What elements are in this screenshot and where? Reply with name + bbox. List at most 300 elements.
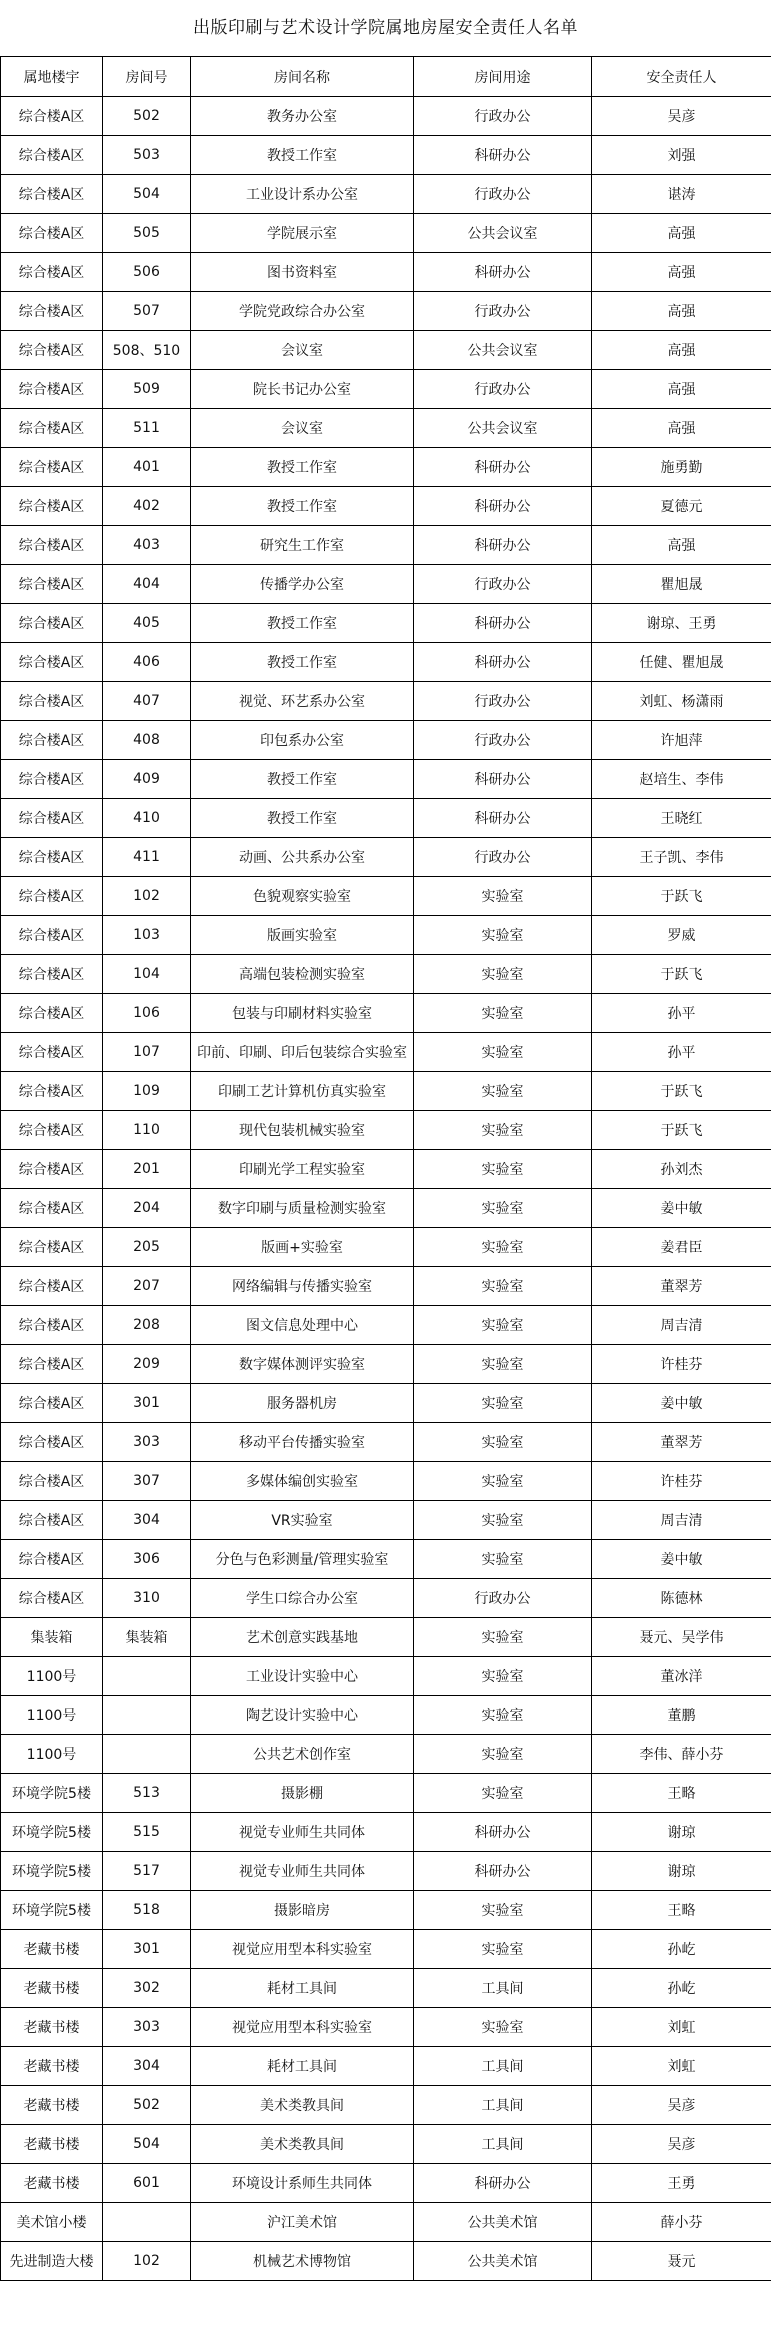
- cell-responsible-person: 高强: [592, 253, 771, 292]
- cell-building: 先进制造大楼: [1, 2242, 103, 2281]
- cell-room-use: 实验室: [414, 916, 592, 955]
- cell-room-number: 304: [103, 1501, 191, 1540]
- cell-room-use: 科研办公: [414, 1813, 592, 1852]
- cell-room-name: 机械艺术博物馆: [191, 2242, 414, 2281]
- cell-building: 综合楼A区: [1, 175, 103, 214]
- cell-room-name: VR实验室: [191, 1501, 414, 1540]
- cell-room-number: 109: [103, 1072, 191, 1111]
- table-row: [1, 682, 771, 721]
- cell-responsible-person: 董翠芳: [592, 1423, 771, 1462]
- cell-responsible-person: 许旭萍: [592, 721, 771, 760]
- cell-responsible-person: 吴彦: [592, 2086, 771, 2125]
- table-row: [1, 1189, 771, 1228]
- cell-building: 综合楼A区: [1, 292, 103, 331]
- table-row: [1, 214, 771, 253]
- cell-room-number: 515: [103, 1813, 191, 1852]
- cell-room-number: 102: [103, 2242, 191, 2281]
- cell-responsible-person: 董鹏: [592, 1696, 771, 1735]
- table-row: [1, 1540, 771, 1579]
- cell-responsible-person: 许桂芬: [592, 1462, 771, 1501]
- cell-building: 老藏书楼: [1, 1969, 103, 2008]
- cell-room-name: 高端包装检测实验室: [191, 955, 414, 994]
- table-row: [1, 1618, 771, 1657]
- cell-room-use: 实验室: [414, 877, 592, 916]
- cell-responsible-person: 瞿旭晟: [592, 565, 771, 604]
- table-row: [1, 2047, 771, 2086]
- cell-building: 综合楼A区: [1, 682, 103, 721]
- cell-building: 综合楼A区: [1, 643, 103, 682]
- cell-building: 1100号: [1, 1657, 103, 1696]
- table-row: [1, 643, 771, 682]
- table-body: [1, 97, 771, 2281]
- cell-building: 综合楼A区: [1, 1501, 103, 1540]
- cell-building: 1100号: [1, 1696, 103, 1735]
- cell-room-name: 视觉专业师生共同体: [191, 1813, 414, 1852]
- cell-room-number: 507: [103, 292, 191, 331]
- cell-room-number: 302: [103, 1969, 191, 2008]
- cell-room-number: 307: [103, 1462, 191, 1501]
- cell-room-use: 公共美术馆: [414, 2203, 592, 2242]
- cell-responsible-person: 王勇: [592, 2164, 771, 2203]
- cell-responsible-person: 谌涛: [592, 175, 771, 214]
- table-row: [1, 526, 771, 565]
- cell-room-number: 408: [103, 721, 191, 760]
- cell-room-name: 陶艺设计实验中心: [191, 1696, 414, 1735]
- cell-room-name: 学院党政综合办公室: [191, 292, 414, 331]
- table-row: [1, 1774, 771, 1813]
- cell-building: 综合楼A区: [1, 331, 103, 370]
- cell-building: 老藏书楼: [1, 2125, 103, 2164]
- cell-responsible-person: 刘虹: [592, 2008, 771, 2047]
- cell-room-number: 207: [103, 1267, 191, 1306]
- cell-room-name: 公共艺术创作室: [191, 1735, 414, 1774]
- cell-room-number: 303: [103, 2008, 191, 2047]
- cell-responsible-person: 谢琼: [592, 1852, 771, 1891]
- cell-room-name: 教授工作室: [191, 136, 414, 175]
- cell-room-use: 实验室: [414, 1735, 592, 1774]
- cell-building: 1100号: [1, 1735, 103, 1774]
- cell-building: 综合楼A区: [1, 877, 103, 916]
- cell-responsible-person: 高强: [592, 370, 771, 409]
- cell-responsible-person: 聂元、吴学伟: [592, 1618, 771, 1657]
- cell-room-name: 印包系办公室: [191, 721, 414, 760]
- cell-room-number: 409: [103, 760, 191, 799]
- cell-responsible-person: 高强: [592, 409, 771, 448]
- table-row: [1, 2008, 771, 2047]
- cell-responsible-person: 任健、瞿旭晟: [592, 643, 771, 682]
- cell-responsible-person: 施勇勤: [592, 448, 771, 487]
- cell-room-name: 学生口综合办公室: [191, 1579, 414, 1618]
- table-row: [1, 487, 771, 526]
- cell-responsible-person: 吴彦: [592, 97, 771, 136]
- cell-room-use: 行政办公: [414, 292, 592, 331]
- cell-building: 综合楼A区: [1, 136, 103, 175]
- cell-room-use: 实验室: [414, 1072, 592, 1111]
- header-building: 属地楼宇: [1, 57, 103, 97]
- cell-room-name: 耗材工具间: [191, 2047, 414, 2086]
- cell-responsible-person: 姜中敏: [592, 1540, 771, 1579]
- cell-room-use: 工具间: [414, 2125, 592, 2164]
- table-row: [1, 2086, 771, 2125]
- cell-responsible-person: 薛小芬: [592, 2203, 771, 2242]
- cell-building: 综合楼A区: [1, 1189, 103, 1228]
- cell-room-name: 工业设计实验中心: [191, 1657, 414, 1696]
- cell-room-use: 实验室: [414, 1384, 592, 1423]
- table-row: [1, 1696, 771, 1735]
- cell-responsible-person: 于跃飞: [592, 877, 771, 916]
- cell-room-name: 艺术创意实践基地: [191, 1618, 414, 1657]
- cell-room-name: 环境设计系师生共同体: [191, 2164, 414, 2203]
- cell-room-use: 实验室: [414, 1150, 592, 1189]
- cell-room-name: 教授工作室: [191, 604, 414, 643]
- cell-room-name: 视觉专业师生共同体: [191, 1852, 414, 1891]
- cell-room-use: 行政办公: [414, 1579, 592, 1618]
- cell-room-number: 513: [103, 1774, 191, 1813]
- cell-room-number: 205: [103, 1228, 191, 1267]
- table-row: [1, 1150, 771, 1189]
- cell-responsible-person: 高强: [592, 526, 771, 565]
- cell-room-number: 407: [103, 682, 191, 721]
- cell-room-use: 科研办公: [414, 604, 592, 643]
- cell-room-name: 美术类教具间: [191, 2086, 414, 2125]
- cell-building: 美术馆小楼: [1, 2203, 103, 2242]
- cell-building: 综合楼A区: [1, 604, 103, 643]
- table-row: [1, 1423, 771, 1462]
- table-row: [1, 97, 771, 136]
- cell-room-use: 实验室: [414, 994, 592, 1033]
- cell-room-name: 工业设计系办公室: [191, 175, 414, 214]
- cell-building: 综合楼A区: [1, 760, 103, 799]
- cell-room-name: 数字媒体测评实验室: [191, 1345, 414, 1384]
- cell-room-name: 视觉应用型本科实验室: [191, 1930, 414, 1969]
- cell-building: 综合楼A区: [1, 916, 103, 955]
- cell-room-use: 公共会议室: [414, 214, 592, 253]
- cell-room-number: 502: [103, 97, 191, 136]
- cell-room-number: 502: [103, 2086, 191, 2125]
- cell-building: 综合楼A区: [1, 994, 103, 1033]
- table-row: [1, 2203, 771, 2242]
- table-row: [1, 1228, 771, 1267]
- cell-room-name: 院长书记办公室: [191, 370, 414, 409]
- cell-room-use: 实验室: [414, 1891, 592, 1930]
- cell-room-number: 401: [103, 448, 191, 487]
- cell-room-name: 印前、印刷、印后包装综合实验室: [191, 1033, 414, 1072]
- cell-room-use: 行政办公: [414, 682, 592, 721]
- cell-room-number: 410: [103, 799, 191, 838]
- cell-building: 综合楼A区: [1, 214, 103, 253]
- cell-responsible-person: 孙屹: [592, 1969, 771, 2008]
- cell-room-use: 实验室: [414, 1267, 592, 1306]
- cell-room-name: 教授工作室: [191, 448, 414, 487]
- cell-responsible-person: 聂元: [592, 2242, 771, 2281]
- table-row: [1, 1384, 771, 1423]
- cell-room-number: 405: [103, 604, 191, 643]
- cell-room-name: 服务器机房: [191, 1384, 414, 1423]
- cell-room-use: 工具间: [414, 2047, 592, 2086]
- cell-responsible-person: 刘虹: [592, 2047, 771, 2086]
- table-row: [1, 1891, 771, 1930]
- cell-responsible-person: 罗威: [592, 916, 771, 955]
- cell-responsible-person: 高强: [592, 331, 771, 370]
- cell-responsible-person: 王子凯、李伟: [592, 838, 771, 877]
- table-row: [1, 1267, 771, 1306]
- cell-building: 综合楼A区: [1, 799, 103, 838]
- cell-building: 老藏书楼: [1, 2164, 103, 2203]
- cell-room-name: 教授工作室: [191, 487, 414, 526]
- cell-room-use: 行政办公: [414, 838, 592, 877]
- table-row: [1, 1579, 771, 1618]
- cell-room-number: 505: [103, 214, 191, 253]
- cell-room-use: 公共会议室: [414, 409, 592, 448]
- cell-room-name: 视觉应用型本科实验室: [191, 2008, 414, 2047]
- cell-building: 综合楼A区: [1, 253, 103, 292]
- cell-room-use: 科研办公: [414, 526, 592, 565]
- cell-room-number: 509: [103, 370, 191, 409]
- cell-responsible-person: 孙刘杰: [592, 1150, 771, 1189]
- cell-room-name: 包装与印刷材料实验室: [191, 994, 414, 1033]
- cell-room-use: 工具间: [414, 1969, 592, 2008]
- cell-room-name: 印刷工艺计算机仿真实验室: [191, 1072, 414, 1111]
- cell-building: 综合楼A区: [1, 1462, 103, 1501]
- table-row: [1, 2242, 771, 2281]
- cell-building: 综合楼A区: [1, 487, 103, 526]
- cell-room-number: 406: [103, 643, 191, 682]
- cell-room-number: 107: [103, 1033, 191, 1072]
- table-row: [1, 1072, 771, 1111]
- cell-room-number: 601: [103, 2164, 191, 2203]
- cell-room-name: 会议室: [191, 331, 414, 370]
- cell-responsible-person: 周吉清: [592, 1306, 771, 1345]
- table-row: [1, 448, 771, 487]
- cell-room-name: 耗材工具间: [191, 1969, 414, 2008]
- cell-building: 综合楼A区: [1, 526, 103, 565]
- table-row: [1, 994, 771, 1033]
- cell-room-number: 301: [103, 1384, 191, 1423]
- header-room-name: 房间名称: [191, 57, 414, 97]
- cell-building: 综合楼A区: [1, 1111, 103, 1150]
- cell-room-use: 实验室: [414, 1696, 592, 1735]
- cell-responsible-person: 姜中敏: [592, 1189, 771, 1228]
- cell-responsible-person: 王晓红: [592, 799, 771, 838]
- cell-room-use: 实验室: [414, 1540, 592, 1579]
- table-row: [1, 1501, 771, 1540]
- table-row: [1, 136, 771, 175]
- cell-building: 综合楼A区: [1, 721, 103, 760]
- cell-building: 综合楼A区: [1, 955, 103, 994]
- cell-responsible-person: 姜中敏: [592, 1384, 771, 1423]
- cell-room-use: 实验室: [414, 1774, 592, 1813]
- cell-room-use: 工具间: [414, 2086, 592, 2125]
- cell-room-name: 研究生工作室: [191, 526, 414, 565]
- cell-room-name: 数字印刷与质量检测实验室: [191, 1189, 414, 1228]
- cell-building: 综合楼A区: [1, 1033, 103, 1072]
- cell-building: 老藏书楼: [1, 2047, 103, 2086]
- cell-room-number: 504: [103, 175, 191, 214]
- cell-room-use: 实验室: [414, 2008, 592, 2047]
- cell-responsible-person: 谢琼: [592, 1813, 771, 1852]
- cell-room-name: 教授工作室: [191, 760, 414, 799]
- cell-room-number: 504: [103, 2125, 191, 2164]
- table-row: [1, 1345, 771, 1384]
- cell-room-number: 208: [103, 1306, 191, 1345]
- cell-room-use: 实验室: [414, 1306, 592, 1345]
- cell-room-use: 公共会议室: [414, 331, 592, 370]
- cell-room-number: 310: [103, 1579, 191, 1618]
- cell-room-use: 科研办公: [414, 487, 592, 526]
- cell-room-number: 304: [103, 2047, 191, 2086]
- table-row: [1, 331, 771, 370]
- cell-room-use: 行政办公: [414, 565, 592, 604]
- cell-room-name: 现代包装机械实验室: [191, 1111, 414, 1150]
- cell-building: 环境学院5楼: [1, 1813, 103, 1852]
- cell-building: 环境学院5楼: [1, 1891, 103, 1930]
- cell-room-use: 科研办公: [414, 253, 592, 292]
- cell-building: 综合楼A区: [1, 1150, 103, 1189]
- table-row: [1, 838, 771, 877]
- table-row: [1, 565, 771, 604]
- cell-room-name: 会议室: [191, 409, 414, 448]
- cell-responsible-person: 高强: [592, 292, 771, 331]
- cell-building: 综合楼A区: [1, 409, 103, 448]
- table-row: [1, 1657, 771, 1696]
- cell-room-use: 实验室: [414, 1345, 592, 1384]
- cell-room-use: 科研办公: [414, 136, 592, 175]
- table-row: [1, 760, 771, 799]
- table-row: [1, 955, 771, 994]
- cell-room-name: 传播学办公室: [191, 565, 414, 604]
- cell-room-use: 实验室: [414, 1033, 592, 1072]
- header-room-number: 房间号: [103, 57, 191, 97]
- cell-room-use: 实验室: [414, 1657, 592, 1696]
- cell-room-number: [103, 1657, 191, 1696]
- cell-responsible-person: 周吉清: [592, 1501, 771, 1540]
- cell-responsible-person: 刘虹、杨潇雨: [592, 682, 771, 721]
- cell-room-name: 印刷光学工程实验室: [191, 1150, 414, 1189]
- cell-room-use: 行政办公: [414, 721, 592, 760]
- cell-room-name: 视觉、环艺系办公室: [191, 682, 414, 721]
- cell-responsible-person: 于跃飞: [592, 1111, 771, 1150]
- header-room-use: 房间用途: [414, 57, 592, 97]
- cell-responsible-person: 刘强: [592, 136, 771, 175]
- cell-responsible-person: 于跃飞: [592, 1072, 771, 1111]
- table-row: [1, 1111, 771, 1150]
- cell-room-number: 301: [103, 1930, 191, 1969]
- cell-room-use: 实验室: [414, 1423, 592, 1462]
- table-row: [1, 1462, 771, 1501]
- table-row: [1, 877, 771, 916]
- cell-room-use: 公共美术馆: [414, 2242, 592, 2281]
- cell-responsible-person: 夏德元: [592, 487, 771, 526]
- cell-responsible-person: 谢琼、王勇: [592, 604, 771, 643]
- table-row: [1, 370, 771, 409]
- cell-responsible-person: 于跃飞: [592, 955, 771, 994]
- cell-room-number: 508、510: [103, 331, 191, 370]
- cell-room-number: 403: [103, 526, 191, 565]
- cell-room-name: 教务办公室: [191, 97, 414, 136]
- table-row: [1, 1735, 771, 1774]
- cell-building: 综合楼A区: [1, 97, 103, 136]
- table-row: [1, 799, 771, 838]
- safety-roster-table: [0, 56, 771, 2281]
- cell-building: 综合楼A区: [1, 1540, 103, 1579]
- table-row: [1, 175, 771, 214]
- cell-room-number: 411: [103, 838, 191, 877]
- cell-room-number: 104: [103, 955, 191, 994]
- cell-building: 环境学院5楼: [1, 1852, 103, 1891]
- table-row: [1, 721, 771, 760]
- cell-room-name: 学院展示室: [191, 214, 414, 253]
- cell-room-number: 201: [103, 1150, 191, 1189]
- cell-room-name: 摄影棚: [191, 1774, 414, 1813]
- table-row: [1, 1813, 771, 1852]
- cell-responsible-person: 王略: [592, 1774, 771, 1813]
- cell-room-use: 科研办公: [414, 643, 592, 682]
- cell-responsible-person: 孙屹: [592, 1930, 771, 1969]
- cell-room-use: 科研办公: [414, 760, 592, 799]
- cell-room-name: 分色与色彩测量/管理实验室: [191, 1540, 414, 1579]
- cell-room-name: 版画+实验室: [191, 1228, 414, 1267]
- table-row: [1, 292, 771, 331]
- cell-room-name: 移动平台传播实验室: [191, 1423, 414, 1462]
- cell-room-name: 网络编辑与传播实验室: [191, 1267, 414, 1306]
- cell-room-use: 科研办公: [414, 448, 592, 487]
- cell-responsible-person: 高强: [592, 214, 771, 253]
- cell-room-number: 209: [103, 1345, 191, 1384]
- cell-room-use: 实验室: [414, 1228, 592, 1267]
- cell-room-use: 行政办公: [414, 97, 592, 136]
- cell-responsible-person: 董翠芳: [592, 1267, 771, 1306]
- table-row: [1, 2164, 771, 2203]
- cell-building: 综合楼A区: [1, 370, 103, 409]
- cell-room-name: 图书资料室: [191, 253, 414, 292]
- cell-building: 综合楼A区: [1, 448, 103, 487]
- cell-room-use: 实验室: [414, 955, 592, 994]
- cell-room-number: 102: [103, 877, 191, 916]
- cell-building: 老藏书楼: [1, 2086, 103, 2125]
- cell-room-name: 多媒体编创实验室: [191, 1462, 414, 1501]
- cell-room-name: 动画、公共系办公室: [191, 838, 414, 877]
- cell-responsible-person: 赵培生、李伟: [592, 760, 771, 799]
- cell-room-use: 实验室: [414, 1501, 592, 1540]
- cell-room-number: 106: [103, 994, 191, 1033]
- cell-room-use: 实验室: [414, 1618, 592, 1657]
- cell-room-number: 404: [103, 565, 191, 604]
- table-row: [1, 1306, 771, 1345]
- cell-room-use: 实验室: [414, 1462, 592, 1501]
- cell-room-number: [103, 1696, 191, 1735]
- cell-responsible-person: 王略: [592, 1891, 771, 1930]
- table-row: [1, 1852, 771, 1891]
- cell-building: 老藏书楼: [1, 1930, 103, 1969]
- table-row: [1, 2125, 771, 2164]
- cell-responsible-person: 吴彦: [592, 2125, 771, 2164]
- cell-room-number: 402: [103, 487, 191, 526]
- table-row: [1, 1033, 771, 1072]
- table-row: [1, 253, 771, 292]
- cell-room-number: [103, 2203, 191, 2242]
- cell-building: 综合楼A区: [1, 1423, 103, 1462]
- cell-room-name: 教授工作室: [191, 799, 414, 838]
- cell-responsible-person: 陈德林: [592, 1579, 771, 1618]
- cell-room-number: 303: [103, 1423, 191, 1462]
- cell-room-number: 517: [103, 1852, 191, 1891]
- cell-room-number: 204: [103, 1189, 191, 1228]
- cell-room-name: 版画实验室: [191, 916, 414, 955]
- cell-room-use: 实验室: [414, 1189, 592, 1228]
- cell-room-number: 306: [103, 1540, 191, 1579]
- table-row: [1, 1969, 771, 2008]
- cell-building: 综合楼A区: [1, 1384, 103, 1423]
